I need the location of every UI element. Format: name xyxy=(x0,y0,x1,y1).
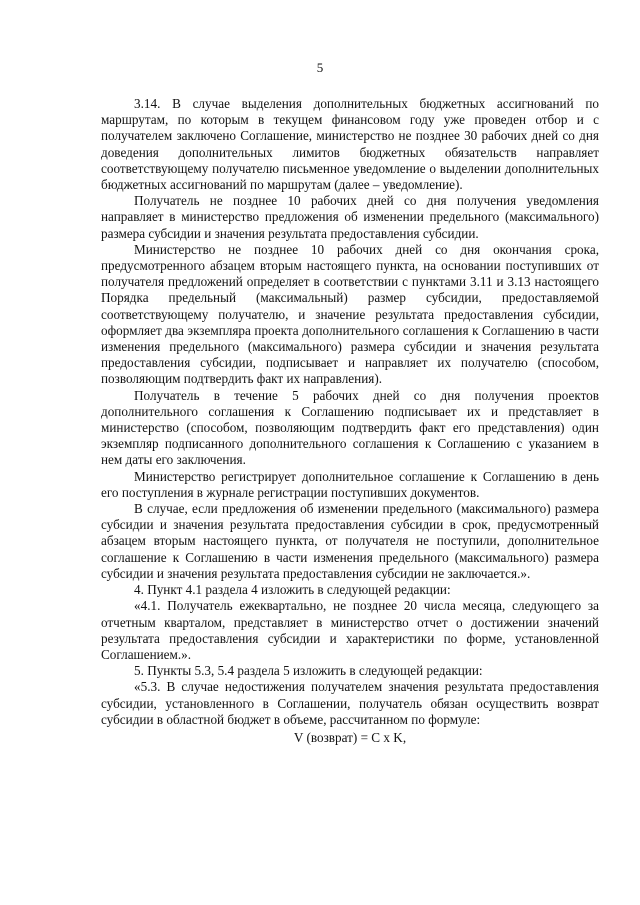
paragraph-no-proposals: В случае, если предложения об изменении предельного (максимального) размера субсидии и значения результата предоставления субсидии в срок, предусмотренный абзацем вторым настоящего пункта, от получателя не поступили, дополнительное соглашение к Соглашению в части изменения предельного (максимального) размера субсидии и значения результата предоставления субсидии не заключается.». xyxy=(101,501,599,581)
paragraph-recipient-signing: Получатель в течение 5 рабочих дней со дня получения проектов дополнительного соглашения к Соглашению подписывает их и представляет в министерство (способом, позволяющим подтвердить факт его представления) один экземпляр подписанного дополнительного соглашения к Соглашению с указанием в нем даты его заключения. xyxy=(101,387,599,468)
paragraph-4-1: «4.1. Получатель ежеквартально, не позднее 20 числа месяца, следующего за отчетным кварталом, представляет в министерство отчет о достижении значений результата предоставления субсидии и характеристики по форме, установленной Соглашением.». xyxy=(101,598,599,662)
paragraph-item-4: 4. Пункт 4.1 раздела 4 изложить в следующей редакции: xyxy=(134,582,451,598)
formula: V (возврат) = C x K, xyxy=(293,729,407,745)
paragraph-ministry-determination: Министерство не позднее 10 рабочих дней со дня окончания срока, предусмотренного абзацем вторым настоящего пункта, на основании поступивших от получателя предложений определяет в соответствии с пунктами 3.11 и 3.13 настоящего Порядка предельный (максимальный) размер субсидии, предоставляемой соответствующему получателю, и значение результата предоставления субсидии, оформляет два экземпляра проекта дополнительного соглашения к Соглашению в части изменения предельного (максимального) размера субсидии и значения результата предоставления субсидии, подписывает и направляет их получателю (способом, позволяющим подтвердить факт их направления). xyxy=(101,241,599,387)
document-body xyxy=(101,96,599,746)
paragraph-3-14: 3.14. В случае выделения дополнительных бюджетных ассигнований по маршрутам, по которым в текущем финансовом году уже проведен отбор и с получателем заключено Соглашение, министерство не позднее 30 рабочих дней со дня доведения дополнительных лимитов бюджетных обязательств направляет соответствующему получателю письменное уведомление о выделении дополнительных бюджетных ассигнований по маршрутам (далее – уведомление). xyxy=(101,96,599,193)
paragraph-item-5: 5. Пункты 5.3, 5.4 раздела 5 изложить в следующей редакции: xyxy=(134,663,483,679)
paragraph-5-3: «5.3. В случае недостижения получателем значения результата предоставления субсидии, установленного в Соглашении, получатель обязан осуществить возврат субсидии в областной бюджет в объеме, рассчитанном по формуле: xyxy=(101,679,599,727)
paragraph-recipient-proposals: Получатель не позднее 10 рабочих дней со дня получения уведомления направляет в министерство предложения об изменении предельного (максимального) размера субсидии и значения результата предоставления субсидии. xyxy=(101,193,599,241)
paragraph-ministry-registration: Министерство регистрирует дополнительное соглашение к Соглашению в день его поступления в журнале регистрации поступивших документов. xyxy=(101,468,599,500)
page-number: 5 xyxy=(316,60,324,75)
